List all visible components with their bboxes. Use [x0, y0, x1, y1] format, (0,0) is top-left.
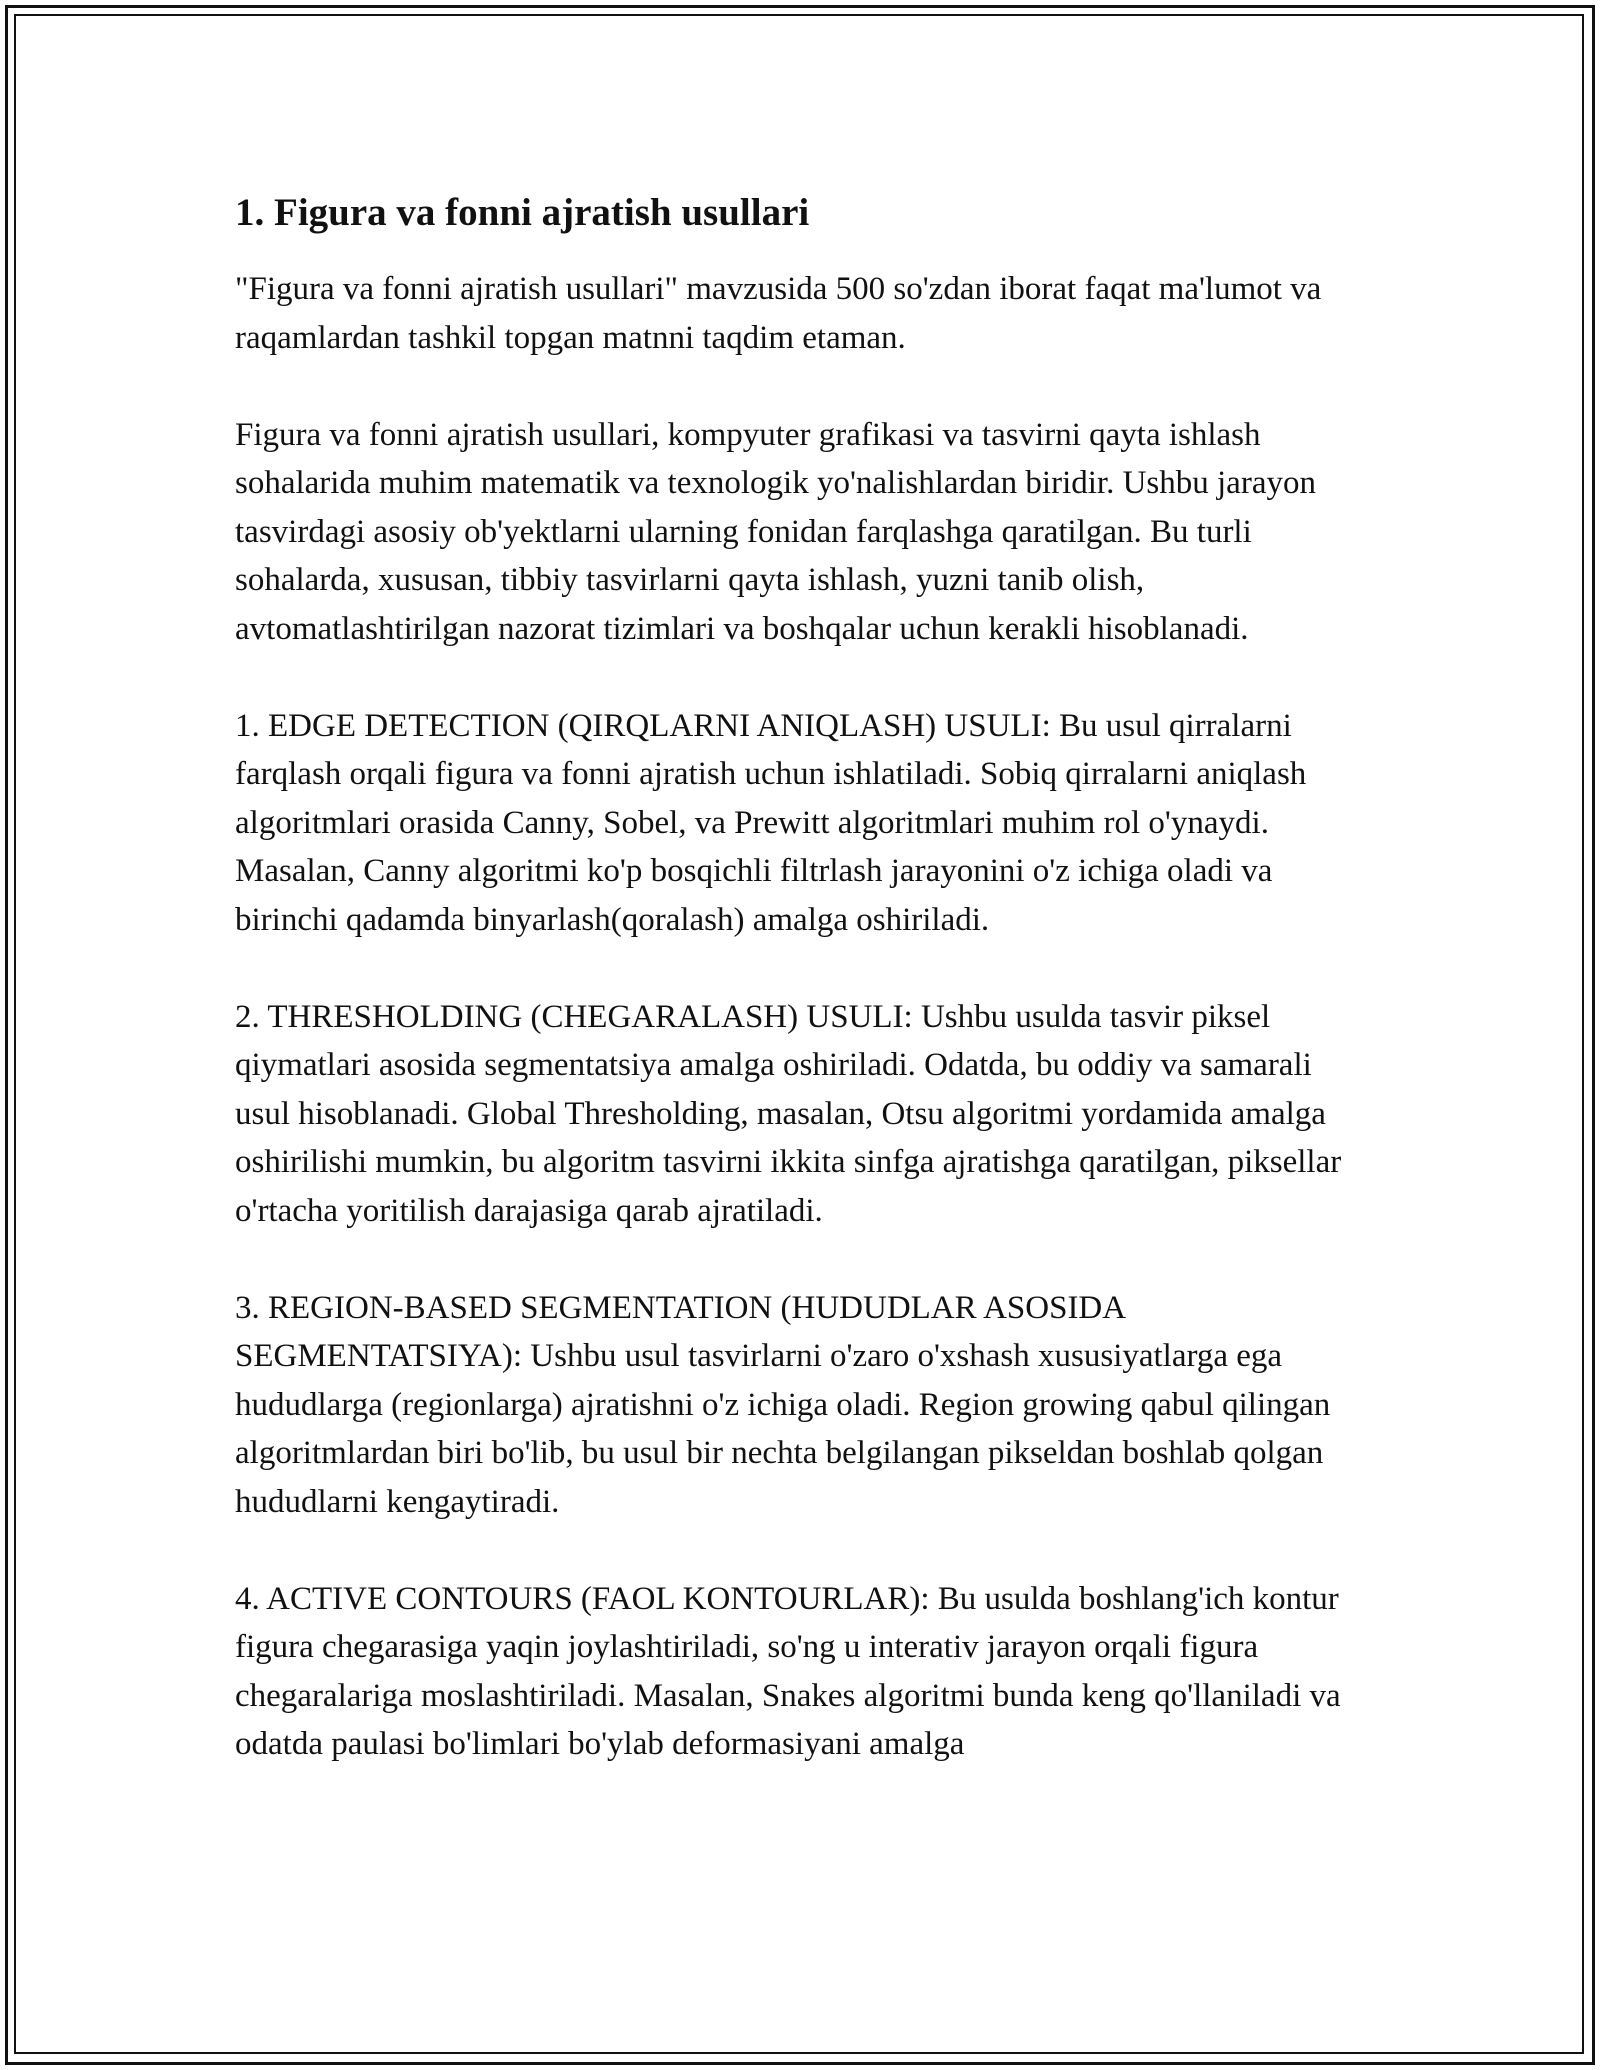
- region-segmentation-paragraph: 3. REGION-BASED SEGMENTATION (HUDUDLAR ASOSIDA SEGMENTATSIYA): Ushbu usul tasvirlarni o'zaro o'xshash xususiyatlarga ega hududlarga (regionlarga) ajratishni o'z ichiga oladi. Region growing qabul qilingan algoritmlardan biri bo'lib, bu usul bir nechta belgilangan pikseldan boshlab qolgan hududlarni kengaytiradi.: [235, 1289, 1331, 1520]
- active-contours-paragraph: 4. ACTIVE CONTOURS (FAOL KONTOURLAR): Bu usulda boshlang'ich kontur figura chegarasiga yaqin joylashtiriladi, so'ng u interativ jarayon orqali figura chegaralariga moslashtiriladi. Masalan, Snakes algoritmi bunda keng qo'llaniladi va odatda paulasi bo'limlari bo'ylab deformasiyani amalga: [235, 1580, 1341, 1762]
- overview-paragraph: Figura va fonni ajratish usullari, kompyuter grafikasi va tasvirni qayta ishlash sohalarida muhim matematik va texnologik yo'nalishlardan biridir. Ushbu jarayon tasvirdagi asosiy ob'yektlarni ularning fonidan farqlashga qaratilgan. Bu turli sohalarda, xususan, tibbiy tasvirlarni qayta ishlash, yuzni tanib olish, avtomatlashtirilgan nazorat tizimlari va boshqalar uchun kerakli hisoblanadi.: [235, 416, 1316, 647]
- thresholding-paragraph: 2. THRESHOLDING (CHEGARALASH) USULI: Ushbu usulda tasvir piksel qiymatlari asosida segmentatsiya amalga oshiriladi. Odatda, bu oddiy va samarali usul hisoblanadi. Global Thresholding, masalan, Otsu algoritmi yordamida amalga oshirilishi mumkin, bu algoritm tasvirni ikkita sinfga ajratishga qaratilgan, piksellar o'rtacha yoritilish darajasiga qarab ajratiladi.: [235, 998, 1342, 1229]
- document-body: [235, 185, 1375, 1817]
- intro-paragraph: "Figura va fonni ajratish usullari" mavzusida 500 so'zdan iborat faqat ma'lumot va raqamlardan tashkil topgan matnni taqdim etaman.: [235, 271, 1322, 356]
- document-title: 1. Figura va fonni ajratish usullari: [235, 191, 810, 234]
- edge-detection-paragraph: 1. EDGE DETECTION (QIRQLARNI ANIQLASH) USULI: Bu usul qirralarni farqlash orqali figura va fonni ajratish uchun ishlatiladi. Sobiq qirralarni aniqlash algoritmlari orasida Canny, Sobel, va Prewitt algoritmlari muhim rol o'ynaydi. Masalan, Canny algoritmi ko'p bosqichli filtrlash jarayonini o'z ichiga oladi va birinchi qadamda binyarlash(qoralash) amalga oshiriladi.: [235, 707, 1307, 938]
